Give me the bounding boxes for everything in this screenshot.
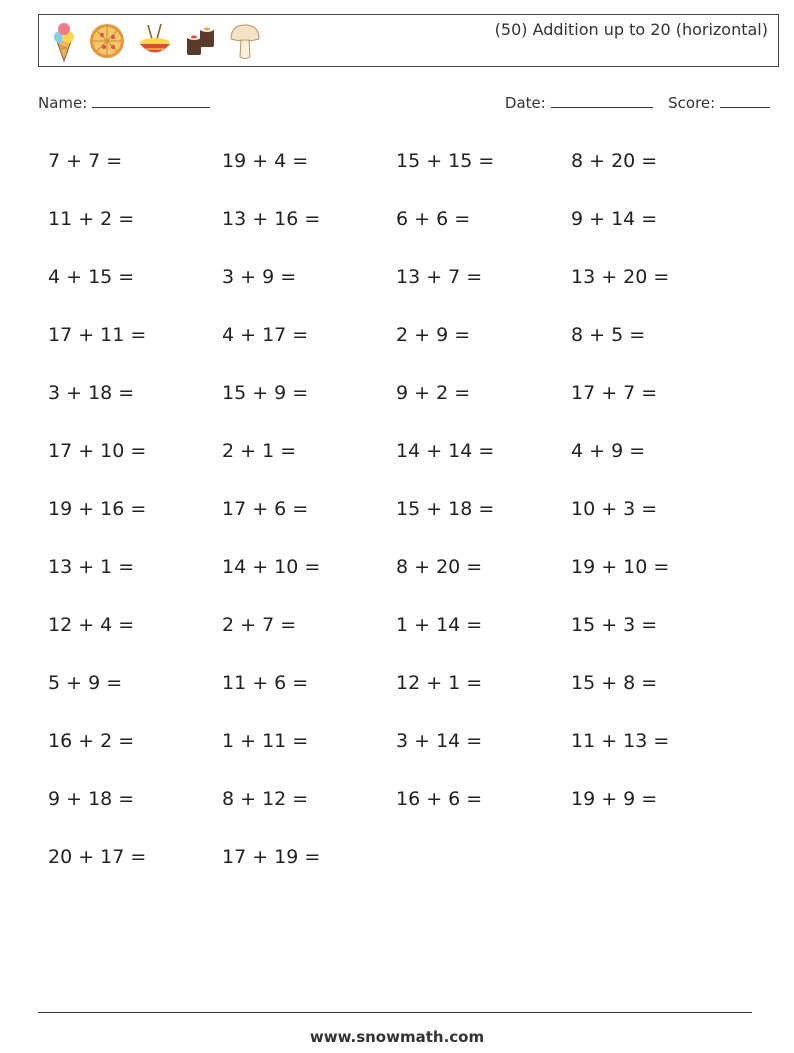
problem-item: 14 + 14 = bbox=[396, 440, 495, 462]
problem-item: 12 + 1 = bbox=[396, 672, 483, 694]
score-label: Score: bbox=[668, 94, 716, 112]
ice-cream-icon bbox=[49, 19, 79, 63]
icon-strip bbox=[49, 19, 263, 63]
problem-item: 2 + 7 = bbox=[222, 614, 297, 636]
problem-item: 15 + 3 = bbox=[571, 614, 658, 636]
problem-item: 2 + 1 = bbox=[222, 440, 297, 462]
problem-item: 1 + 11 = bbox=[222, 730, 309, 752]
problem-item: 9 + 14 = bbox=[571, 208, 658, 230]
problem-item: 17 + 10 = bbox=[48, 440, 147, 462]
problem-item: 14 + 10 = bbox=[222, 556, 321, 578]
name-field[interactable] bbox=[38, 93, 210, 112]
problem-item: 4 + 15 = bbox=[48, 266, 135, 288]
problem-item: 8 + 20 = bbox=[571, 150, 658, 172]
problem-item: 11 + 13 = bbox=[571, 730, 670, 752]
problem-item: 19 + 16 = bbox=[48, 498, 147, 520]
problem-item: 17 + 19 = bbox=[222, 846, 321, 868]
problem-item: 19 + 10 = bbox=[571, 556, 670, 578]
problem-item: 17 + 11 = bbox=[48, 324, 147, 346]
problem-item: 8 + 5 = bbox=[571, 324, 646, 346]
problem-item: 20 + 17 = bbox=[48, 846, 147, 868]
problem-item: 19 + 9 = bbox=[571, 788, 658, 810]
problem-item: 8 + 20 = bbox=[396, 556, 483, 578]
score-blank[interactable] bbox=[720, 93, 770, 108]
mushroom-icon bbox=[227, 19, 263, 63]
problem-item: 15 + 9 = bbox=[222, 382, 309, 404]
worksheet-header bbox=[38, 14, 779, 67]
problem-item: 9 + 18 = bbox=[48, 788, 135, 810]
problem-item: 15 + 15 = bbox=[396, 150, 495, 172]
problem-item: 3 + 18 = bbox=[48, 382, 135, 404]
footer-divider bbox=[38, 1012, 752, 1013]
problem-item: 4 + 17 = bbox=[222, 324, 309, 346]
problem-item: 5 + 9 = bbox=[48, 672, 123, 694]
pizza-icon bbox=[87, 19, 127, 63]
problem-item: 6 + 6 = bbox=[396, 208, 471, 230]
problem-item: 10 + 3 = bbox=[571, 498, 658, 520]
problem-item: 11 + 6 = bbox=[222, 672, 309, 694]
problem-item: 12 + 4 = bbox=[48, 614, 135, 636]
problem-item: 11 + 2 = bbox=[48, 208, 135, 230]
problem-item: 16 + 6 = bbox=[396, 788, 483, 810]
footer-website: www.snowmath.com bbox=[309, 1028, 485, 1046]
problem-item: 13 + 16 = bbox=[222, 208, 321, 230]
problem-grid bbox=[48, 141, 745, 895]
problem-item: 16 + 2 = bbox=[48, 730, 135, 752]
problem-item: 13 + 1 = bbox=[48, 556, 135, 578]
problem-item: 17 + 7 = bbox=[571, 382, 658, 404]
problem-item: 7 + 7 = bbox=[48, 150, 123, 172]
noodle-bowl-icon bbox=[135, 19, 175, 63]
problem-item: 13 + 20 = bbox=[571, 266, 670, 288]
sushi-roll-icon bbox=[183, 19, 219, 63]
problem-item: 8 + 12 = bbox=[222, 788, 309, 810]
problem-item: 15 + 8 = bbox=[571, 672, 658, 694]
problem-item: 13 + 7 = bbox=[396, 266, 483, 288]
problem-item: 3 + 9 = bbox=[222, 266, 297, 288]
name-label: Name: bbox=[38, 94, 88, 112]
problem-item: 15 + 18 = bbox=[396, 498, 495, 520]
date-label: Date: bbox=[504, 94, 546, 112]
date-blank[interactable] bbox=[551, 93, 653, 108]
problem-item: 2 + 9 = bbox=[396, 324, 471, 346]
problem-item: 4 + 9 = bbox=[571, 440, 646, 462]
problem-item: 3 + 14 = bbox=[396, 730, 483, 752]
problem-item: 17 + 6 = bbox=[222, 498, 309, 520]
worksheet-title: (50) Addition up to 20 (horizontal) bbox=[494, 20, 768, 39]
problem-item: 19 + 4 = bbox=[222, 150, 309, 172]
date-score-fields bbox=[505, 93, 770, 112]
name-blank[interactable] bbox=[92, 93, 210, 108]
problem-item: 9 + 2 = bbox=[396, 382, 471, 404]
problem-item: 1 + 14 = bbox=[396, 614, 483, 636]
